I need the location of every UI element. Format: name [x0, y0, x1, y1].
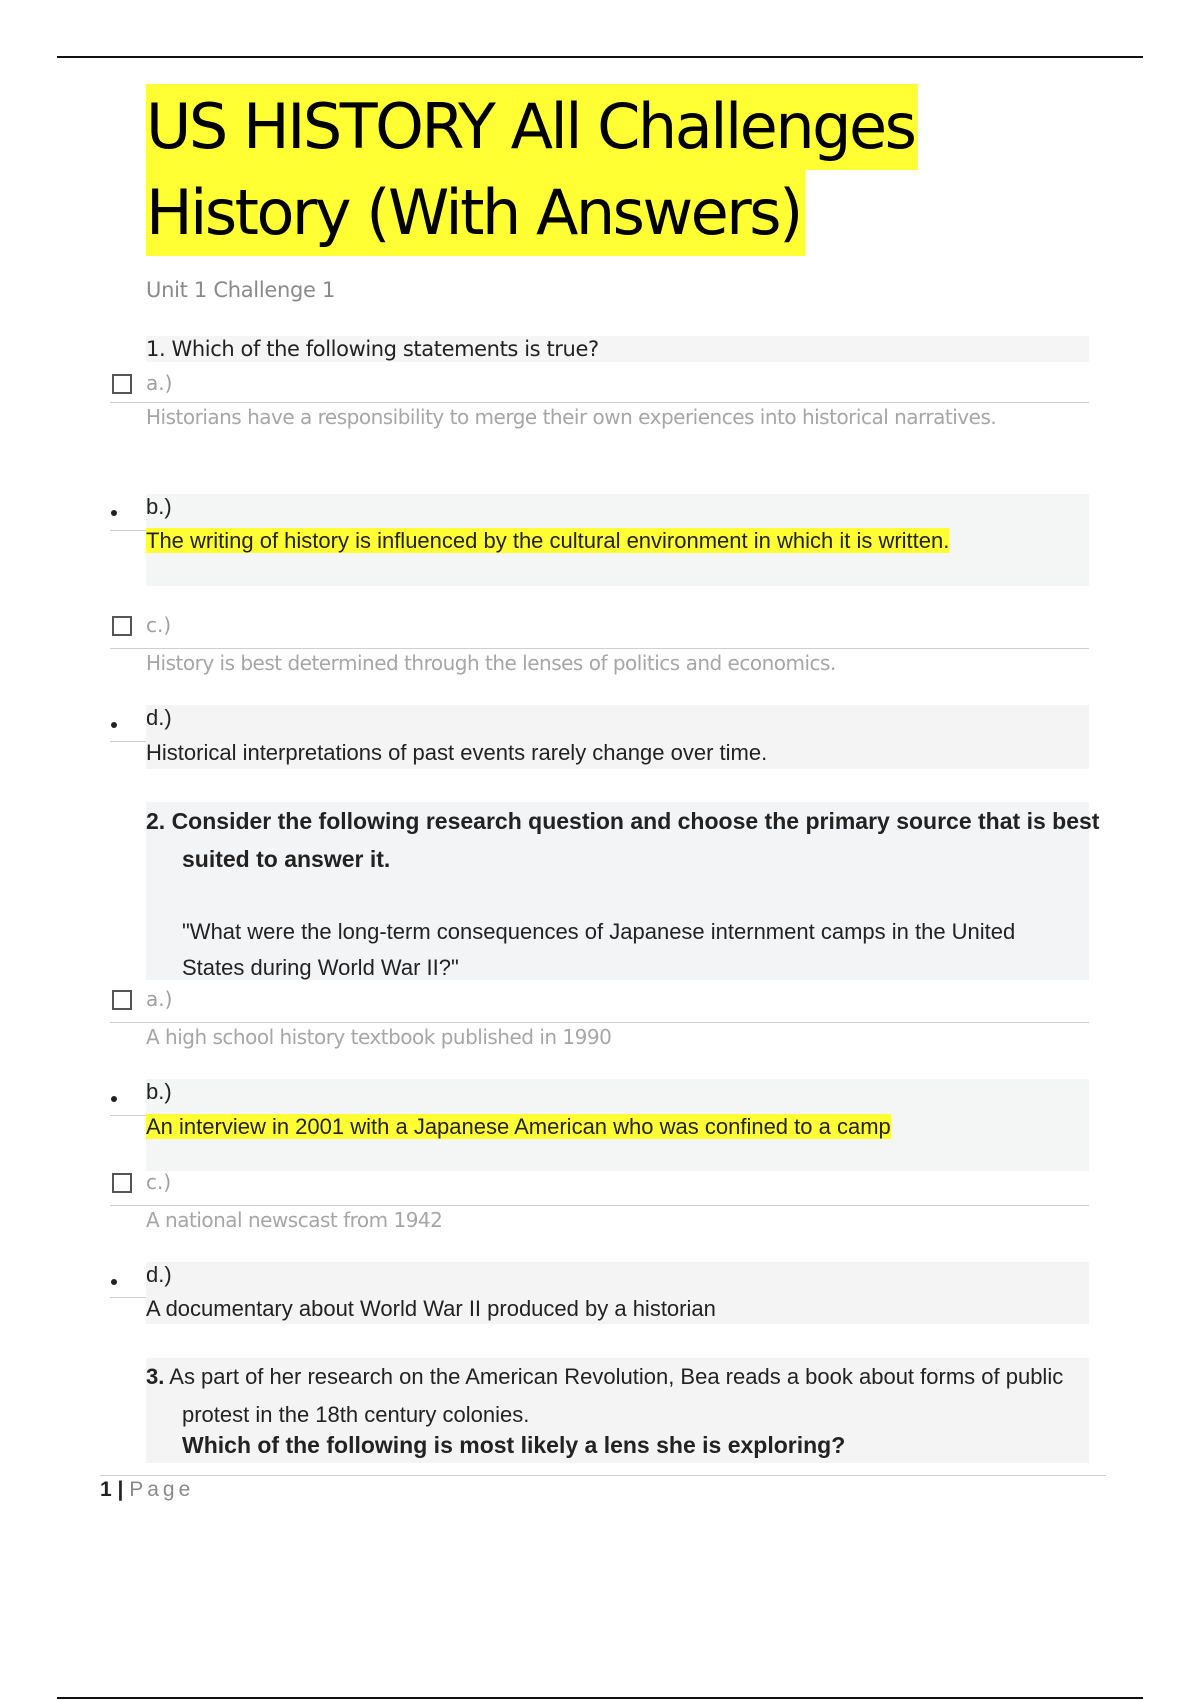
- question-3-stem: [146, 1358, 1117, 1434]
- q2-d-bullet: [111, 1279, 117, 1285]
- q2-a-text: A high school history textbook published in 1990: [146, 1025, 612, 1049]
- q2-d-separator: [110, 1297, 146, 1298]
- q2-a-letter: a.): [146, 987, 173, 1011]
- question-2-research-question: "What were the long-term consequences of Japanese internment camps in the United States during World War II?": [182, 919, 1016, 980]
- unit-label: Unit 1 Challenge 1: [146, 278, 336, 302]
- question-2-stem: 2. Consider the following research question and choose the primary source that is best suited to answer it.: [146, 808, 1100, 872]
- q2-c-checkbox[interactable]: [112, 1173, 132, 1193]
- question-3-box: [146, 1358, 1089, 1463]
- q1-c-checkbox[interactable]: [112, 616, 132, 636]
- q1-a-text: Historians have a responsibility to merge their own experiences into historical narratives.: [146, 405, 997, 429]
- q1-c-letter: c.): [146, 613, 172, 637]
- q1-b-text: [146, 527, 1086, 555]
- page-footer: [100, 1478, 194, 1502]
- q1-a-letter: a.): [146, 371, 173, 395]
- q2-d-text: A documentary about World War II produced by a historian: [146, 1296, 716, 1321]
- q1-b-separator: [110, 530, 146, 531]
- question-3-prompt: Which of the following is most likely a lens she is exploring?: [182, 1432, 846, 1458]
- q2-a-checkbox[interactable]: [112, 990, 132, 1010]
- q1-d-text: Historical interpretations of past events rarely change over time.: [146, 740, 768, 765]
- bottom-rule: [57, 1697, 1143, 1699]
- q1-b-bullet: [111, 510, 117, 516]
- q2-b-text: [146, 1113, 1086, 1141]
- page-separator: |: [111, 1478, 130, 1501]
- q2-c-letter: c.): [146, 1170, 172, 1194]
- q1-b-answer-highlight: The writing of history is influenced by the cultural environment in which it is written.: [146, 528, 950, 553]
- document-title: [146, 84, 918, 256]
- page-number: 1: [100, 1478, 112, 1501]
- q1-d-letter: d.): [146, 705, 172, 730]
- q1-d-separator: [110, 741, 146, 742]
- q2-b-separator: [110, 1115, 146, 1116]
- title-line-2: History (With Answers): [146, 170, 805, 256]
- q2-b-letter: b.): [146, 1079, 172, 1104]
- question-3-stem-text: As part of her research on the American Revolution, Bea reads a book about forms of public protest in the 18th century colonies.: [169, 1364, 1064, 1427]
- q2-c-text: A national newscast from 1942: [146, 1208, 443, 1232]
- q2-d-letter: d.): [146, 1262, 172, 1287]
- q1-d-bullet: [111, 722, 117, 728]
- question-2-box: [146, 802, 1100, 980]
- q1-c-text: History is best determined through the lenses of politics and economics.: [146, 651, 836, 675]
- footer-rule: [100, 1475, 1106, 1476]
- question-1-stem: 1. Which of the following statements is true?: [146, 336, 1089, 362]
- q1-a-checkbox[interactable]: [112, 374, 132, 394]
- q1-b-letter: b.): [146, 494, 172, 519]
- title-line-1: US HISTORY All Challenges: [146, 84, 918, 170]
- page-label: Page: [129, 1478, 195, 1501]
- top-rule: [57, 56, 1143, 58]
- question-3-number: 3.: [146, 1364, 165, 1389]
- q2-b-answer-highlight: An interview in 2001 with a Japanese American who was confined to a camp: [146, 1114, 891, 1139]
- q2-b-bullet: [111, 1096, 117, 1102]
